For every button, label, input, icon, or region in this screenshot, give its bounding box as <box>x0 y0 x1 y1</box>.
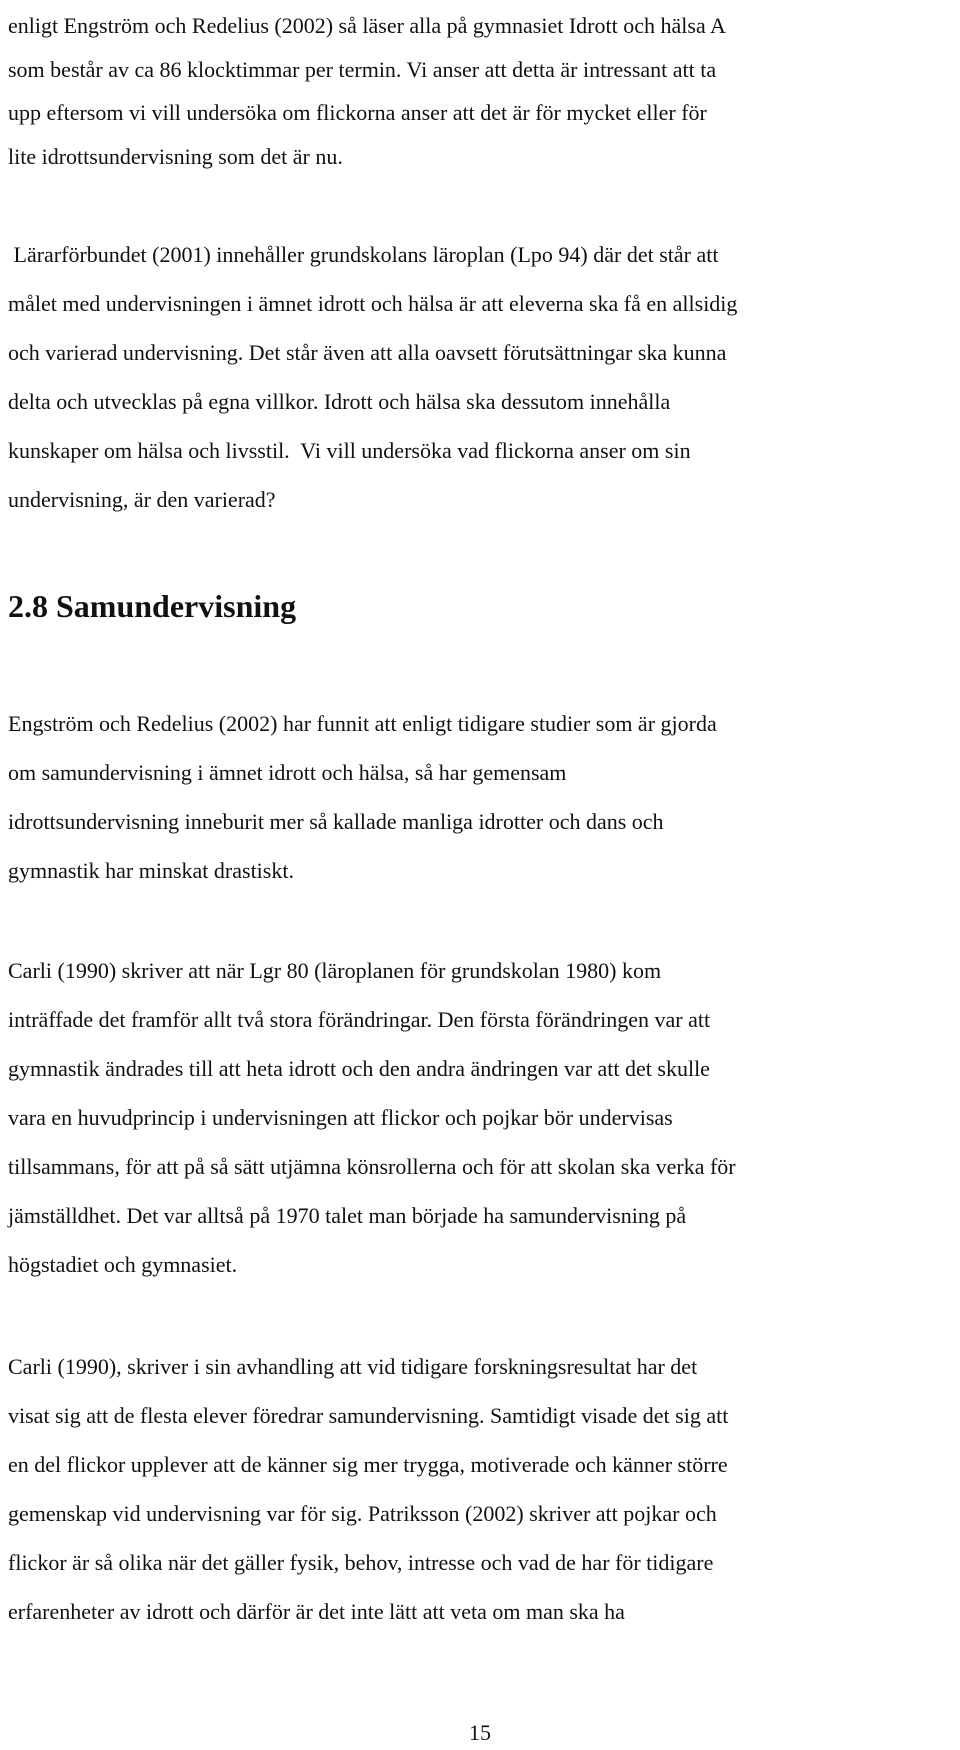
text-line: vara en huvudprincip i undervisningen att flickor och pojkar bör undervisas <box>8 1105 673 1130</box>
text-line: gymnastik har minskat drastiskt. <box>8 858 294 883</box>
text-line: flickor är så olika när det gäller fysik, behov, intresse och vad de har för tidigare <box>8 1550 714 1575</box>
text-line: undervisning, är den varierad? <box>8 487 276 512</box>
paragraph-intro-continuation <box>8 4 960 179</box>
text-line: enligt Engström och Redelius (2002) så läser alla på gymnasiet Idrott och hälsa A <box>8 13 726 38</box>
page-number: 15 <box>469 1720 491 1745</box>
text-line: jämställdhet. Det var alltså på 1970 talet man började ha samundervisning på <box>8 1203 687 1228</box>
text-line: erfarenheter av idrott och därför är det inte lätt att veta om man ska ha <box>8 1599 625 1624</box>
text-line: kunskaper om hälsa och livsstil. Vi vill undersöka vad flickorna anser om sin <box>8 438 691 463</box>
text-line: om samundervisning i ämnet idrott och hälsa, så har gemensam <box>8 760 567 785</box>
section-heading: 2.8 Samundervisning <box>8 588 297 624</box>
text-line: visat sig att de flesta elever föredrar samundervisning. Samtidigt visade det sig att <box>8 1403 729 1428</box>
text-line: som består av ca 86 klocktimmar per termin. Vi anser att detta är intressant att ta <box>8 56 717 82</box>
text-line: Engström och Redelius (2002) har funnit att enligt tidigare studier som är gjorda <box>8 711 717 736</box>
text-line: Carli (1990), skriver i sin avhandling att vid tidigare forskningsresultat har det <box>8 1354 698 1379</box>
text-line: inträffade det framför allt två stora förändringar. Den första förändringen var att <box>8 1007 711 1032</box>
text-line: gemenskap vid undervisning var för sig. Patriksson (2002) skriver att pojkar och <box>8 1501 717 1526</box>
text-line: upp eftersom vi vill undersöka om flickorna anser att det är för mycket eller för <box>8 100 707 126</box>
paragraph-carli-lgr80 <box>8 946 960 1289</box>
text-line: delta och utvecklas på egna villkor. Idrott och hälsa ska dessutom innehålla <box>8 389 671 414</box>
text-line: Lärarförbundet (2001) innehåller grundskolans läroplan (Lpo 94) där det står att <box>8 242 719 267</box>
text-line: gymnastik ändrades till att heta idrott och den andra ändringen var att det skulle <box>8 1056 710 1081</box>
text-line: idrottsundervisning inneburit mer så kallade manliga idrotter och dans och <box>8 809 664 834</box>
text-line: en del flickor upplever att de känner sig mer trygga, motiverade och känner större <box>8 1452 728 1477</box>
text-line: målet med undervisningen i ämnet idrott och hälsa är att eleverna ska få en allsidig <box>8 291 738 316</box>
paragraph-lararforbundet <box>8 230 960 524</box>
text-line: lite idrottsundervisning som det är nu. <box>8 144 343 170</box>
paragraph-carli-avhandling <box>8 1342 960 1636</box>
text-line: tillsammans, för att på så sätt utjämna könsrollerna och för att skolan ska verka för <box>8 1154 736 1179</box>
paragraph-engstrom-redelius <box>8 699 960 895</box>
text-line: Carli (1990) skriver att när Lgr 80 (läroplanen för grundskolan 1980) kom <box>8 958 662 983</box>
text-line: och varierad undervisning. Det står även att alla oavsett förutsättningar ska kunna <box>8 340 727 365</box>
text-line: högstadiet och gymnasiet. <box>8 1252 238 1277</box>
